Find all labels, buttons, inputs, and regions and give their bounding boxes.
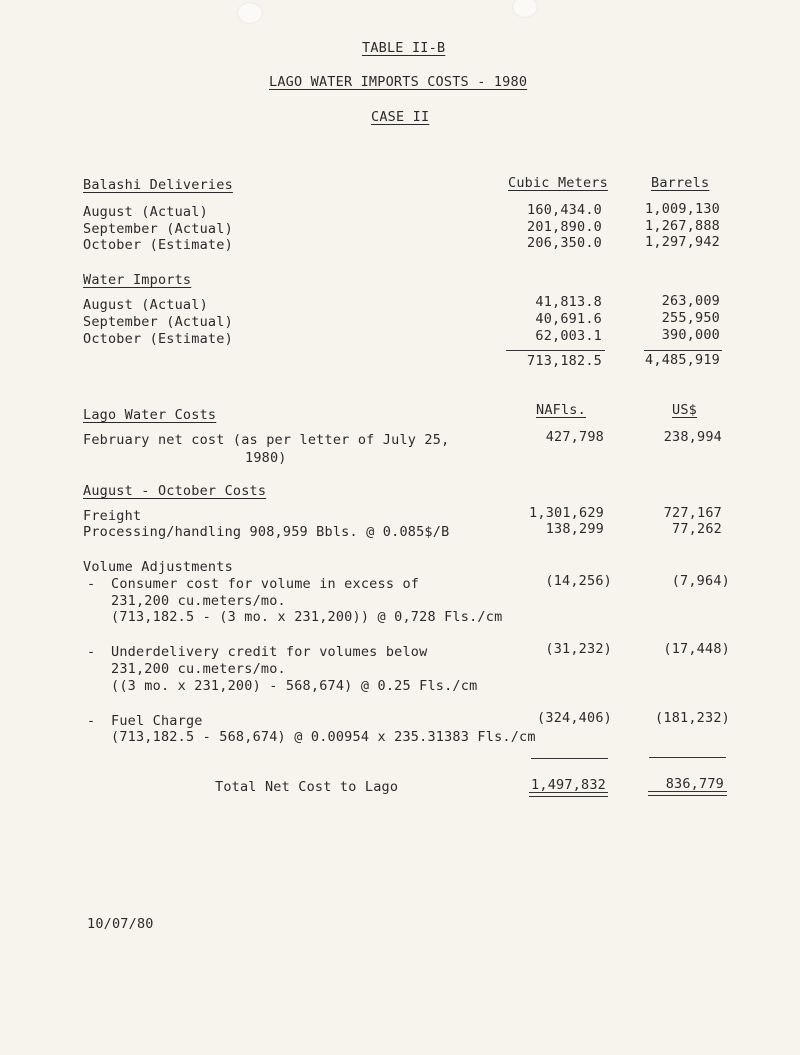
lago-water-costs-heading: Lago Water Costs	[83, 407, 217, 423]
balashi-heading: Balashi Deliveries	[83, 177, 233, 193]
fuel-charge-label: Fuel Charge	[111, 713, 203, 729]
underdelivery-dash: -	[87, 644, 96, 660]
table-id: TABLE II-B	[362, 40, 446, 56]
balashi-row-barrels: 1,297,942	[645, 234, 720, 250]
usd-header: US$	[672, 402, 697, 418]
total-double-rule	[648, 791, 727, 796]
nafl-header: NAFls.	[536, 402, 586, 418]
consumer-usd: (7,964)	[671, 573, 730, 589]
balashi-row-label: September (Actual)	[83, 221, 233, 237]
total-nafl: 1,497,832	[531, 777, 606, 793]
balashi-row-label: August (Actual)	[83, 204, 208, 220]
volume-adjustments-heading: Volume Adjustments	[83, 559, 233, 575]
case-label: CASE II	[371, 109, 430, 125]
underdelivery-label: Underdelivery credit for volumes below	[111, 644, 428, 660]
water-imports-heading: Water Imports	[83, 272, 192, 288]
imports-row-barrels: 263,009	[661, 293, 720, 309]
total-usd: 836,779	[665, 776, 724, 792]
consumer-dash: -	[87, 576, 96, 592]
february-cost-label: February net cost (as per letter of July 25,	[83, 432, 450, 448]
total-rule	[531, 758, 608, 759]
document-date: 10/07/80	[87, 916, 154, 932]
imports-row-label: September (Actual)	[83, 314, 233, 330]
total-cubic-meters: 713,182.5	[527, 353, 602, 369]
aug-oct-heading: August - October Costs	[83, 483, 267, 499]
balashi-row-barrels: 1,009,130	[645, 201, 720, 217]
punch-hole	[237, 2, 263, 24]
underdelivery-usd: (17,448)	[663, 641, 730, 657]
freight-usd: 727,167	[663, 505, 722, 521]
consumer-cost-label-cont: 231,200 cu.meters/mo.	[111, 593, 286, 609]
total-rule	[644, 350, 722, 351]
consumer-cost-label: Consumer cost for volume in excess of	[111, 576, 420, 592]
processing-label: Processing/handling 908,959 Bbls. @ 0.085$/B	[83, 524, 450, 540]
imports-row-cubic: 41,813.8	[535, 294, 602, 310]
total-net-cost-label: Total Net Cost to Lago	[215, 779, 399, 795]
imports-row-barrels: 255,950	[661, 310, 720, 326]
document-title: LAGO WATER IMPORTS COSTS - 1980	[269, 74, 528, 90]
processing-usd: 77,262	[672, 521, 722, 537]
balashi-row-barrels: 1,267,888	[645, 218, 720, 234]
fuel-usd: (181,232)	[655, 710, 730, 726]
imports-row-cubic: 40,691.6	[535, 311, 602, 327]
freight-label: Freight	[83, 508, 142, 524]
consumer-cost-formula: (713,182.5 - (3 mo. x 231,200)) @ 0,728 Fls./cm	[111, 609, 503, 625]
february-nafl: 427,798	[545, 429, 604, 445]
total-rule	[649, 757, 726, 758]
imports-row-label: October (Estimate)	[83, 331, 233, 347]
fuel-charge-formula: (713,182.5 - 568,674) @ 0.00954 x 235.31383 Fls./cm	[111, 729, 536, 745]
balashi-row-cubic: 160,434.0	[527, 202, 602, 218]
imports-row-label: August (Actual)	[83, 297, 208, 313]
balashi-row-label: October (Estimate)	[83, 237, 233, 253]
total-rule	[506, 350, 605, 351]
balashi-row-cubic: 201,890.0	[527, 219, 602, 235]
fuel-nafl: (324,406)	[537, 710, 612, 726]
processing-nafl: 138,299	[545, 521, 604, 537]
underdelivery-nafl: (31,232)	[545, 641, 612, 657]
underdelivery-label-cont: 231,200 cu.meters/mo.	[111, 661, 286, 677]
freight-nafl: 1,301,629	[529, 505, 604, 521]
fuel-dash: -	[87, 713, 96, 729]
underdelivery-formula: ((3 mo. x 231,200) - 568,674) @ 0.25 Fls./cm	[111, 678, 478, 694]
february-cost-label-cont: 1980)	[245, 450, 287, 466]
imports-row-cubic: 62,003.1	[535, 328, 602, 344]
consumer-nafl: (14,256)	[545, 573, 612, 589]
total-barrels: 4,485,919	[645, 352, 720, 368]
balashi-row-cubic: 206,350.0	[527, 235, 602, 251]
barrels-header: Barrels	[651, 175, 710, 191]
february-usd: 238,994	[663, 429, 722, 445]
punch-hole	[512, 0, 538, 18]
cubic-meters-header: Cubic Meters	[508, 175, 608, 191]
imports-row-barrels: 390,000	[661, 327, 720, 343]
total-double-rule	[529, 792, 608, 797]
